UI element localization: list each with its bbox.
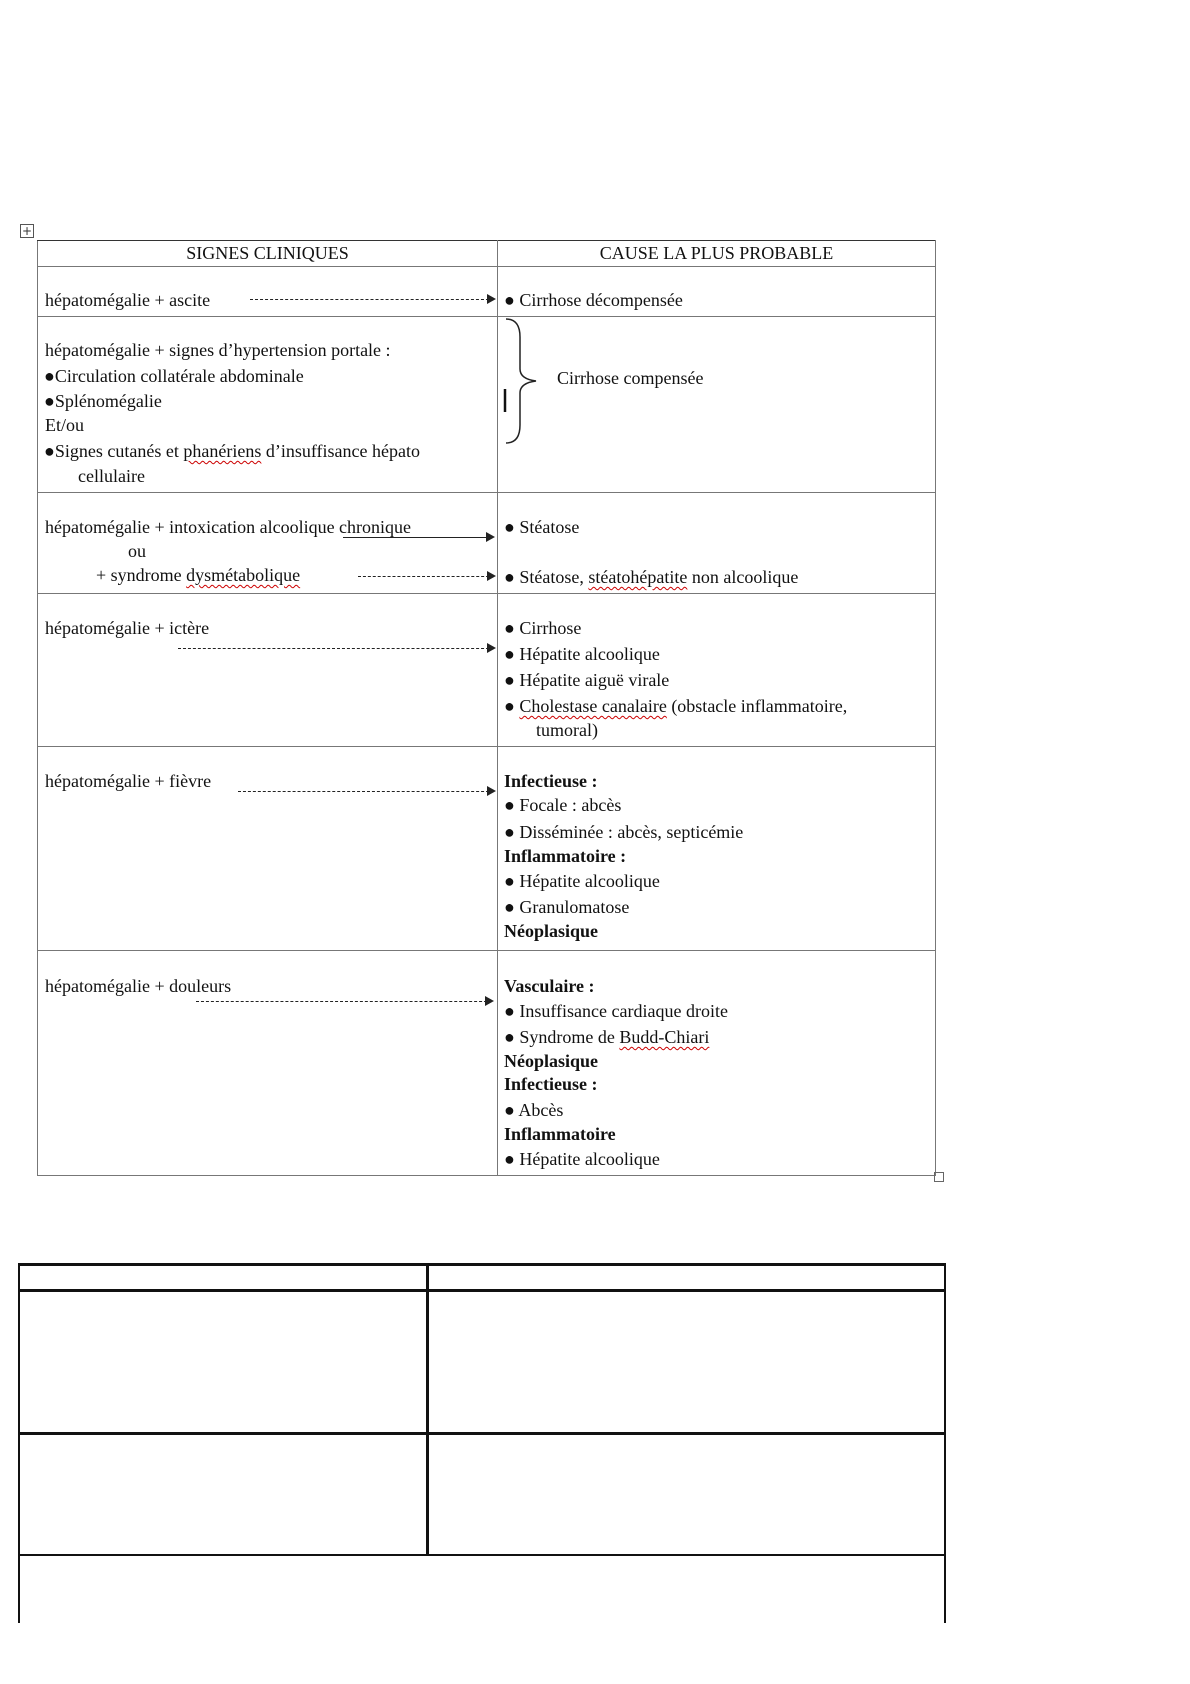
clinical-signs-table [37, 240, 936, 1176]
cause-cell-hypertension [498, 317, 936, 493]
sign-cell-alcool [38, 493, 498, 594]
table-row [38, 493, 936, 594]
cause-heading: Inflammatoire [504, 1124, 616, 1144]
table-border [426, 1263, 429, 1556]
cause-item: ● Disséminée : abcès, septicémie [504, 822, 744, 842]
sign-cell-douleurs [38, 951, 498, 1176]
cause-item: ● Syndrome de Budd-Chiari [504, 1027, 710, 1047]
cause-cell-ascite [498, 267, 936, 317]
cause-heading: Inflammatoire : [504, 846, 627, 866]
cause-cell-ictere [498, 594, 936, 747]
table-move-handle-icon[interactable]: + [21, 224, 33, 238]
sign-cell-fievre [38, 747, 498, 951]
cause-text: Cirrhose compensée [557, 368, 704, 388]
table-row [38, 747, 936, 951]
sign-bullet-item: ●Splénomégalie [44, 391, 162, 411]
sign-text: hépatomégalie + signes d’hypertension portale : [45, 340, 391, 360]
table-row [38, 951, 936, 1176]
table-border [18, 1289, 946, 1292]
cause-heading: Vasculaire : [504, 976, 595, 996]
cause-item: ● Stéatose, stéatohépatite non alcoolique [504, 567, 799, 587]
cause-heading: Infectieuse : [504, 1074, 598, 1094]
sign-cell-hypertension [38, 317, 498, 493]
table-border [18, 1432, 946, 1435]
table-border [18, 1263, 20, 1623]
table-border [18, 1554, 946, 1556]
cause-item: ● Cirrhose décompensée [504, 290, 683, 310]
cause-item: ● Focale : abcès [504, 795, 622, 815]
cause-item: ● Abcès [504, 1100, 564, 1120]
cause-heading: Infectieuse : [504, 771, 598, 791]
table-border [18, 1263, 946, 1266]
sign-text: ou [128, 541, 146, 561]
cause-cell-alcool [498, 493, 936, 594]
arrow-icon [238, 791, 494, 792]
empty-table [18, 1263, 946, 1623]
cause-cell-fievre [498, 747, 936, 951]
sign-text: hépatomégalie + fièvre [45, 771, 212, 791]
cause-item: ● Hépatite alcoolique [504, 1149, 660, 1169]
table-resize-handle-icon[interactable] [934, 1172, 944, 1182]
header-cause-probable: CAUSE LA PLUS PROBABLE [498, 241, 936, 267]
arrow-icon [196, 1001, 492, 1002]
cause-item: ● Cholestase canalaire (obstacle inflammatoire, [504, 696, 848, 716]
arrow-icon [358, 576, 494, 577]
cause-item: ● Hépatite alcoolique [504, 871, 660, 891]
brace-icon [502, 317, 542, 447]
sign-bullet-item: ●Circulation collatérale abdominale [44, 366, 304, 386]
cause-item: ● Hépatite aiguë virale [504, 670, 670, 690]
table-row [38, 317, 936, 493]
cause-item: ● Hépatite alcoolique [504, 644, 660, 664]
table-row [38, 594, 936, 747]
sign-text: hépatomégalie + intoxication alcoolique chronique [45, 517, 412, 537]
cause-item: ● Granulomatose [504, 897, 630, 917]
cause-heading: Néoplasique [504, 1051, 599, 1071]
sign-text: Et/ou [45, 415, 84, 435]
table-border [944, 1263, 946, 1623]
arrow-icon [250, 299, 494, 300]
sign-cell-ascite [38, 267, 498, 317]
arrow-icon [178, 648, 494, 649]
cause-cell-douleurs [498, 951, 936, 1176]
cause-item: ● Insuffisance cardiaque droite [504, 1001, 728, 1021]
cause-text: tumoral) [536, 720, 598, 740]
sign-text: + syndrome dysmétabolique [96, 565, 301, 585]
sign-text: hépatomégalie + ictère [45, 618, 210, 638]
table-header-row [38, 241, 936, 267]
sign-text: hépatomégalie + ascite [45, 290, 211, 310]
cause-item: ● Cirrhose [504, 618, 582, 638]
sign-text: cellulaire [78, 466, 145, 486]
cause-heading: Néoplasique [504, 921, 599, 941]
sign-text: hépatomégalie + douleurs [45, 976, 232, 996]
sign-bullet-item: ●Signes cutanés et phanériens d’insuffisance hépato [44, 441, 420, 461]
sign-cell-ictere [38, 594, 498, 747]
table-row [38, 267, 936, 317]
cause-item: ● Stéatose [504, 517, 580, 537]
arrow-icon [343, 537, 493, 538]
header-signes-cliniques: SIGNES CLINIQUES [38, 241, 498, 267]
